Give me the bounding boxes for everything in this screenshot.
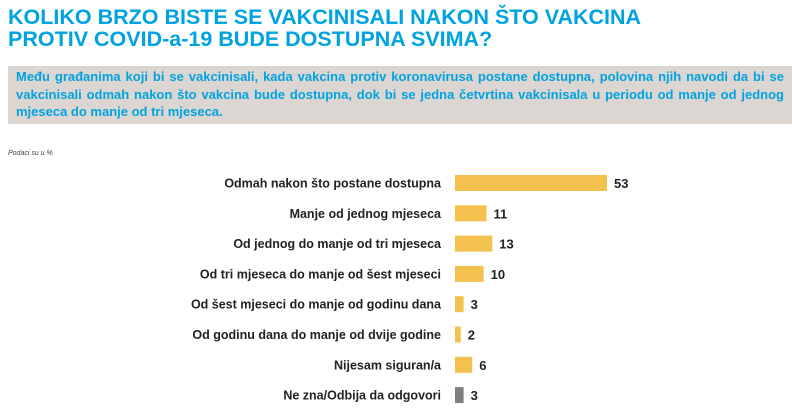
value-label: 2: [467, 327, 475, 343]
bar: [455, 387, 464, 403]
units-note: Podaci su u %: [8, 150, 53, 157]
value-label: 3: [470, 388, 478, 404]
category-label: Od jednog do manje od tri mjeseca: [233, 237, 441, 252]
category-label: Od tri mjeseca do manje od šest mjeseci: [199, 267, 441, 282]
category-label: Od godinu dana do manje od dvije godine: [192, 328, 441, 342]
category-label: Od šest mjeseci do manje od godinu dana: [190, 297, 441, 312]
title-line-1: KOLIKO BRZO BISTE SE VAKCINISALI NAKON ŠTO VAKCINA: [8, 5, 642, 29]
category-label: Ne zna/Odbija da odgovori: [283, 388, 441, 403]
category-label: Nijesam siguran/a: [334, 358, 441, 373]
value-label: 10: [490, 266, 506, 282]
value-label: 13: [499, 236, 514, 252]
value-label: 6: [479, 357, 487, 373]
category-label: Odmah nakon što postane dostupna: [224, 176, 441, 191]
summary-text: Među građanima koji bi se vakcinisali, kada vakcina protiv koronavirusa postane dostupna, polovina njih navodi da bi se vakcinisali odmah nakon što vakcina bude dostupna, dok bi se jedna četvrtina vakcinisala u periodu od manje od jednog mjeseca do manje od tri mjeseca.: [16, 69, 784, 119]
value-label: 11: [493, 206, 508, 222]
bar: [455, 296, 464, 312]
bar: [455, 175, 607, 191]
title-line-2: PROTIV COVID-a-19 BUDE DOSTUPNA SVIMA?: [8, 27, 493, 51]
bar: [455, 205, 487, 221]
bar: [455, 357, 472, 373]
bar: [455, 327, 461, 343]
bar: [455, 266, 484, 282]
category-label: Manje od jednog mjeseca: [289, 206, 441, 221]
bar: [455, 236, 492, 252]
value-label: 3: [470, 297, 478, 313]
value-label: 53: [614, 176, 629, 191]
